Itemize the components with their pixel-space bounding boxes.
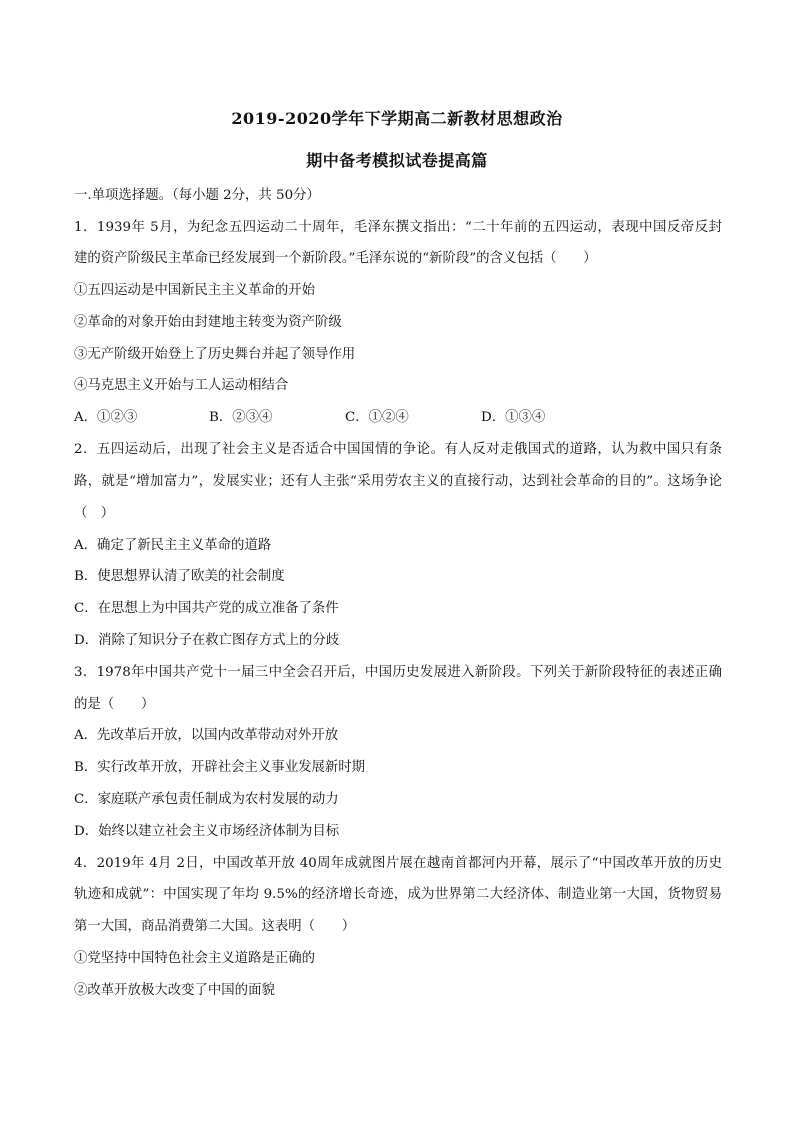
question-3-option-a[interactable]: A．先改革后开放，以国内改革带动对外开放 (74, 728, 339, 743)
question-3-stem-line-1: 3．1978年中国共产党十一届三中全会召开后，中国历史发展进入新阶段。下列关于新阶段特征的表述正确 (74, 665, 722, 680)
question-2-option-c[interactable]: C．在思想上为中国共产党的成立准备了条件 (74, 601, 339, 616)
section-heading: 一.单项选择题。（每小题 2分，共 50分） (74, 188, 320, 203)
question-3-option-d[interactable]: D．始终以建立社会主义市场经济体制为目标 (74, 824, 340, 839)
question-4-statement-2: ②改革开放极大改变了中国的面貌 (74, 983, 275, 998)
document-title: 2019-2020学年下学期高二新教材思想政治 (231, 109, 563, 128)
question-3-stem-line-2: 的是（ ） (74, 697, 155, 712)
question-1-stem-line-1: 1．1939年 5月，为纪念五四运动二十周年，毛泽东撰文指出：“二十年前的五四运动，表现中国反帝反封 (74, 220, 722, 235)
question-2-stem-line-1: 2．五四运动后，出现了社会主义是否适合中国国情的争论。有人反对走俄国式的道路，认为救中国只有条 (74, 442, 722, 457)
question-4-stem-line-3: 第一大国，商品消费第二大国。这表明（ ） (74, 919, 356, 934)
question-4-statement-1: ①党坚持中国特色社会主义道路是正确的 (74, 951, 316, 966)
question-4-stem-line-1: 4．2019年 4月 2日，中国改革开放 40周年成就图片展在越南首都河内开幕，展示了“中国改革开放的历史 (74, 856, 722, 871)
question-4-stem-line-2: 轨迹和成就”：中国实现了年均 9.5%的经济增长奇迹，成为世界第二大经济体、制造业第一大国，货物贸易 (74, 887, 722, 902)
question-2-stem-line-2: 路，就是“增加富力”，发展实业；还有人主张“采用劳农主义的直接行动，达到社会革命的目的”。这场争论 (74, 474, 722, 489)
question-2-option-b[interactable]: B．使思想界认清了欧美的社会制度 (74, 569, 285, 584)
question-2-option-a[interactable]: A．确定了新民主主义革命的道路 (74, 538, 272, 553)
question-1-statement-4: ④马克思主义开始与工人运动相结合 (74, 378, 289, 393)
question-1-statement-1: ①五四运动是中国新民主主义革命的开始 (74, 283, 316, 298)
document-subtitle: 期中备考模拟试卷提高篇 (306, 151, 488, 170)
question-1-option-c[interactable]: C．①②④ (345, 410, 409, 425)
question-1-statement-3: ③无产阶级开始登上了历史舞台并起了领导作用 (74, 347, 356, 362)
question-3-option-b[interactable]: B．实行改革开放，开辟社会主义事业发展新时期 (74, 760, 366, 775)
question-1-option-a[interactable]: A．①②③ (74, 410, 138, 425)
question-2-option-d[interactable]: D．消除了知识分子在救亡图存方式上的分歧 (74, 633, 340, 648)
question-2-stem-line-3: （ ） (74, 506, 115, 521)
question-3-option-c[interactable]: C．家庭联产承包责任制成为农村发展的动力 (74, 792, 339, 807)
question-1-statement-2: ②革命的对象开始由封建地主转变为资产阶级 (74, 315, 342, 330)
question-1-option-b[interactable]: B．②③④ (209, 410, 273, 425)
question-1-option-d[interactable]: D．①③④ (481, 410, 546, 425)
question-1-stem-line-2: 建的资产阶级民主革命已经发展到一个新阶段。”毛泽东说的“新阶段”的含义包括（ ） (74, 251, 597, 266)
